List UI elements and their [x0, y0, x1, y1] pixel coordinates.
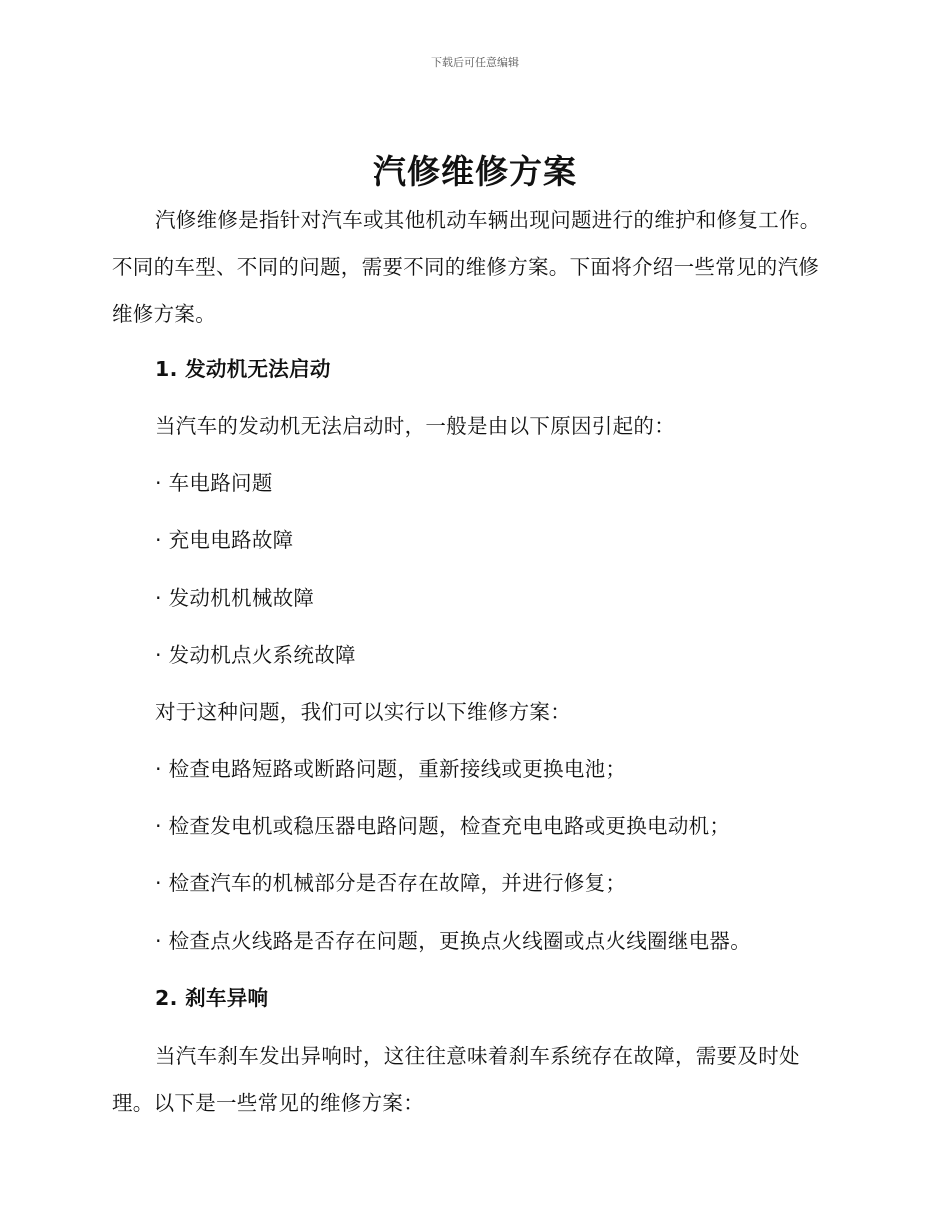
section-1-heading: 1. 发动机无法启动 [155, 357, 331, 381]
section-2-intro: 当汽车刹车发出异响时，这往往意味着刹车系统存在故障，需要及时处理。以下是一些常见的维修方案： [112, 1044, 800, 1115]
document-title: 汽修维修方案 [373, 152, 577, 191]
page-header-note: 下载后可任意编辑 [431, 56, 519, 69]
cause-item-1: · 车电路问题 [155, 471, 273, 495]
intro-paragraph: 汽修维修是指针对汽车或其他机动车辆出现问题进行的维护和修复工作。不同的车型、不同的问题，需要不同的维修方案。下面将介绍一些常见的汽修维修方案。 [112, 208, 821, 326]
cause-item-2: · 充电电路故障 [155, 528, 294, 552]
solutions-intro: 对于这种问题，我们可以实行以下维修方案： [155, 700, 571, 724]
solution-item-3: · 检查汽车的机械部分是否存在故障，并进行修复； [155, 871, 627, 895]
cause-item-3: · 发动机机械故障 [155, 586, 315, 610]
solution-item-2: · 检查发电机或稳压器电路问题，检查充电电路或更换电动机； [155, 814, 731, 838]
solution-item-1: · 检查电路短路或断路问题，重新接线或更换电池； [155, 757, 627, 781]
solution-item-4: · 检查点火线路是否存在问题，更换点火线圈或点火线圈继电器。 [155, 929, 752, 953]
section-2-heading: 2. 刹车异响 [155, 986, 269, 1010]
cause-item-4: · 发动机点火系统故障 [155, 643, 356, 667]
section-1-intro: 当汽车的发动机无法启动时，一般是由以下原因引起的： [155, 414, 675, 438]
